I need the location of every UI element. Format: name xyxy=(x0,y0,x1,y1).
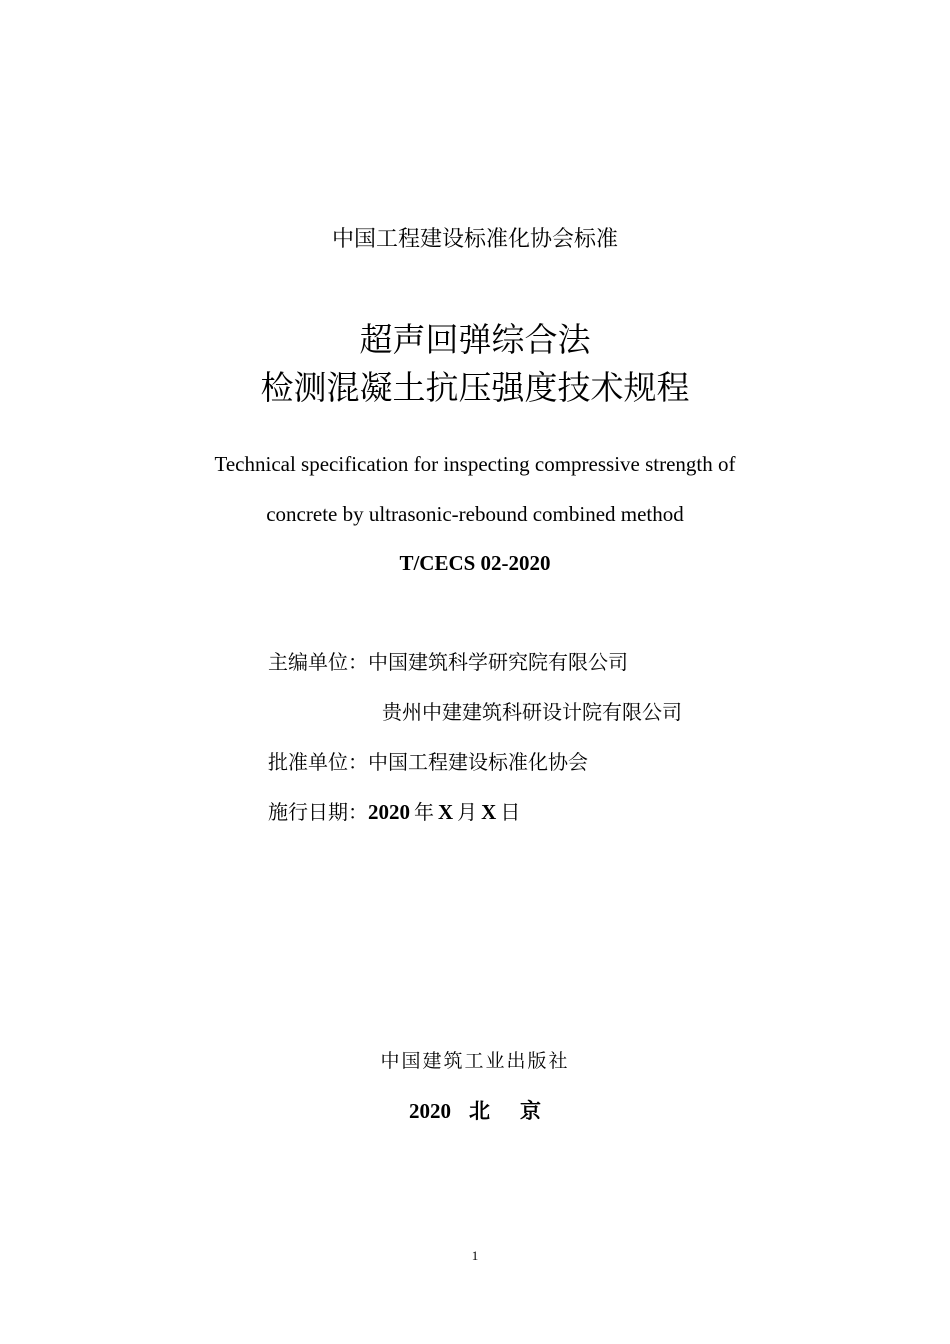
approval-row xyxy=(268,747,588,777)
standard-code: T/CECS 02-2020 xyxy=(399,551,551,575)
english-title-line-2: concrete by ultrasonic-rebound combined method xyxy=(266,502,684,526)
english-title-line-1: Technical specification for inspecting compressive strength of xyxy=(214,452,736,476)
effective-date-row xyxy=(268,797,524,827)
approval-unit: 中国工程建设标准化协会 xyxy=(368,750,588,774)
chief-editor-row-2 xyxy=(382,697,682,727)
publisher-name: 中国建筑工业出版社 xyxy=(380,1050,570,1072)
city-char-1: 北 xyxy=(469,1098,490,1123)
page-number: 1 xyxy=(471,1248,479,1263)
day-unit: 日 xyxy=(500,800,521,824)
document-title-line-1: 超声回弹综合法 xyxy=(359,320,591,359)
month-unit: 月 xyxy=(457,800,478,824)
chief-editor-unit-1: 中国建筑科学研究院有限公司 xyxy=(368,650,628,674)
effective-year: 2020 xyxy=(368,800,410,824)
chief-editor-unit-2: 贵州中建建筑科研设计院有限公司 xyxy=(382,700,682,724)
chief-editor-row xyxy=(268,647,628,677)
year-unit: 年 xyxy=(414,800,434,824)
association-standard-heading: 中国工程建设标准化协会标准 xyxy=(331,227,618,252)
publication-year-city xyxy=(0,1096,950,1126)
chief-editor-label: 主编单位： xyxy=(268,650,368,674)
effective-date-label: 施行日期： xyxy=(268,800,368,824)
publication-year: 2020 xyxy=(409,1099,451,1123)
document-title-line-2: 检测混凝土抗压强度技术规程 xyxy=(260,368,690,407)
approval-label: 批准单位： xyxy=(268,750,368,774)
effective-day: X xyxy=(481,800,497,824)
effective-month: X xyxy=(438,800,454,824)
city-char-2: 京 xyxy=(520,1098,541,1123)
